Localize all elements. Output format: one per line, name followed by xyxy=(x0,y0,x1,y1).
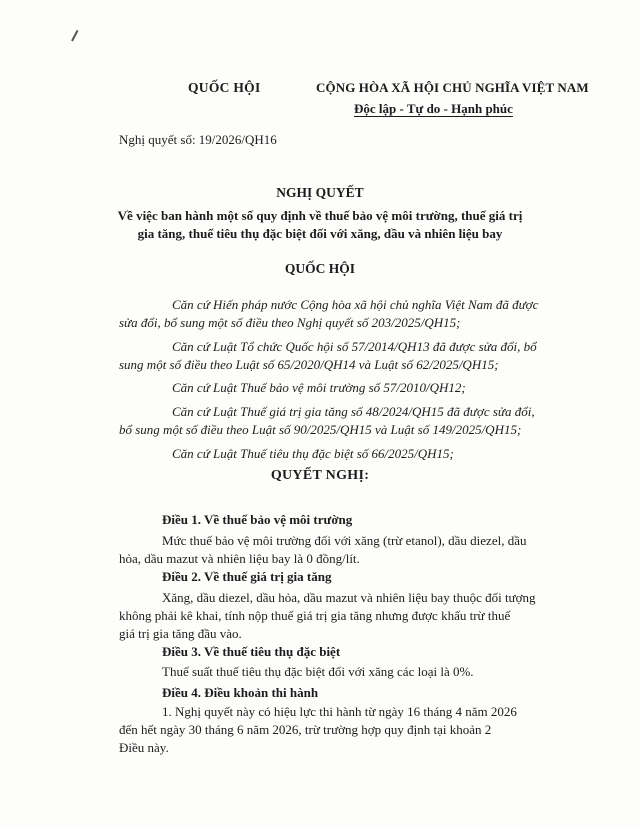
article-line: Mức thuế bảo vệ môi trường đối với xăng (trừ etanol), dầu diezel, dầu xyxy=(162,533,527,548)
document-type: NGHỊ QUYẾT xyxy=(276,185,364,200)
decision-heading: QUYẾT NGHỊ: xyxy=(270,468,370,483)
pen-mark xyxy=(71,30,78,42)
article-line: giá trị gia tăng đầu vào. xyxy=(119,626,242,641)
article-line: không phải kê khai, tính nộp thuế giá trị gia tăng nhưng được khấu trừ thuế xyxy=(119,608,511,623)
article-line: Điều này. xyxy=(119,740,169,755)
legal-basis-line: Căn cứ Luật Tổ chức Quốc hội số 57/2014/QH13 đã được sửa đổi, bổ xyxy=(172,339,537,354)
resolution-number: Nghị quyết số: 19/2026/QH16 xyxy=(119,132,277,147)
national-motto: Độc lập - Tự do - Hạnh phúc xyxy=(354,101,513,116)
article-title: Điều 2. Về thuế giá trị gia tăng xyxy=(162,569,332,584)
article-line: 1. Nghị quyết này có hiệu lực thi hành từ ngày 16 tháng 4 năm 2026 xyxy=(162,704,517,719)
legal-basis-line: Căn cứ Luật Thuế giá trị gia tăng số 48/2024/QH15 đã được sửa đổi, xyxy=(172,404,535,419)
article-line: đến hết ngày 30 tháng 6 năm 2026, trừ trường hợp quy định tại khoản 2 xyxy=(119,722,492,737)
subject-line: gia tăng, thuế tiêu thụ đặc biệt đối với xăng, dầu và nhiên liệu bay xyxy=(137,226,503,241)
legal-basis-line: sửa đổi, bổ sung một số điều theo Nghị quyết số 203/2025/QH15; xyxy=(119,315,461,330)
legal-basis-line: bổ sung một số điều theo Luật số 90/2025/QH15 và Luật số 149/2025/QH15; xyxy=(119,422,522,437)
legal-basis-line: Căn cứ Luật Thuế bảo vệ môi trường số 57/2010/QH12; xyxy=(172,380,466,395)
legal-basis-line: Căn cứ Hiến pháp nước Cộng hòa xã hội chủ nghĩa Việt Nam đã được xyxy=(172,297,539,312)
article-title: Điều 4. Điều khoản thi hành xyxy=(162,685,319,700)
article-line: Xăng, dầu diezel, dầu hỏa, dầu mazut và nhiên liệu bay thuộc đối tượng xyxy=(162,590,536,605)
authority-heading: QUỐC HỘI xyxy=(284,261,356,276)
article-title: Điều 1. Về thuế bảo vệ môi trường xyxy=(162,512,353,527)
article-line: Thuế suất thuế tiêu thụ đặc biệt đối với xăng các loại là 0%. xyxy=(162,664,474,679)
legal-basis-line: Căn cứ Luật Thuế tiêu thụ đặc biệt số 66/2025/QH15; xyxy=(172,446,454,461)
issuer-name: QUỐC HỘI xyxy=(188,80,261,95)
article-title: Điều 3. Về thuế tiêu thụ đặc biệt xyxy=(162,644,341,659)
legal-basis-line: sung một số điều theo Luật số 65/2020/QH14 và Luật số 62/2025/QH15; xyxy=(119,357,499,372)
article-line: hỏa, dầu mazut và nhiên liệu bay là 0 đồng/lít. xyxy=(119,551,360,566)
subject-line: Về việc ban hành một số quy định về thuế bảo vệ môi trường, thuế giá trị xyxy=(117,208,523,223)
country-name: CỘNG HÒA XÃ HỘI CHỦ NGHĨA VIỆT NAM xyxy=(316,80,589,95)
